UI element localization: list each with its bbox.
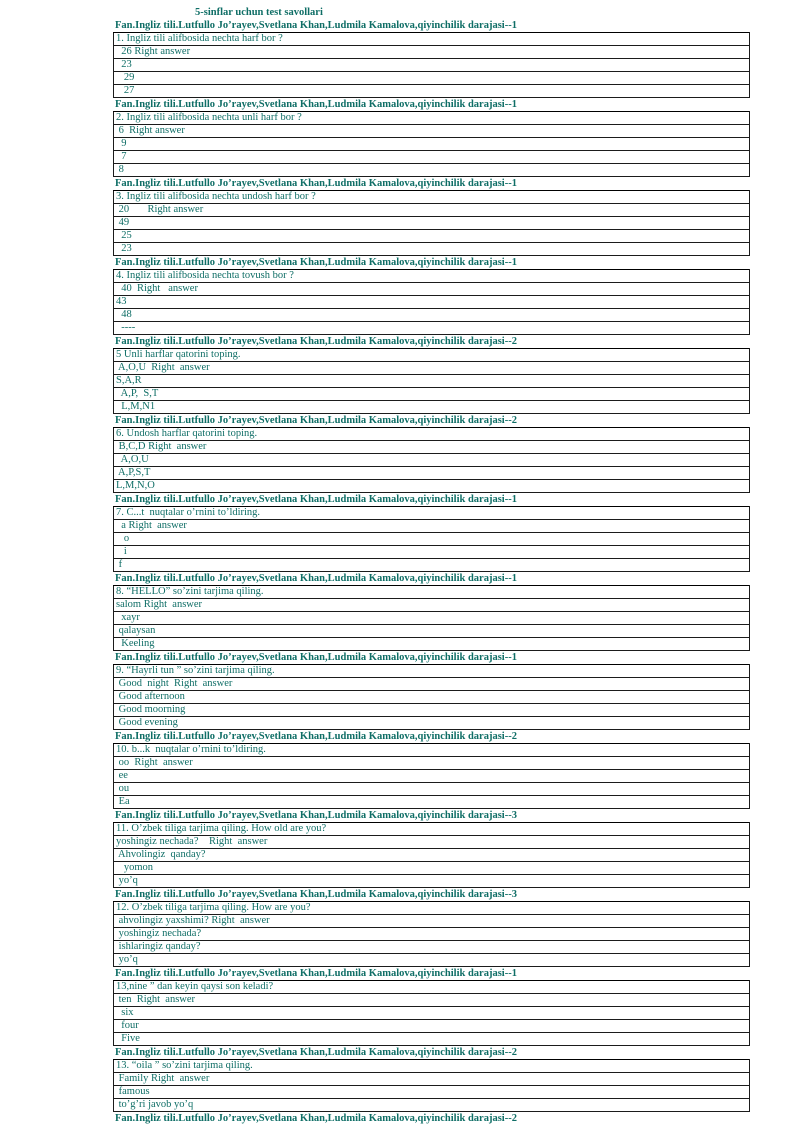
block-header: Fan.Ingliz tili.Lutfullo Jo’rayev,Svetlana Khan,Ludmila Kamalova,qiyinchilik darajasi--1 (115, 573, 517, 584)
question-row (114, 112, 750, 125)
answer-option: famous (114, 1086, 750, 1099)
question-row (114, 586, 750, 599)
answer-row (114, 783, 750, 796)
question-text: 11. O’zbek tiliga tarjima qiling. How old are you? (114, 823, 750, 836)
block-header: Fan.Ingliz tili.Lutfullo Jo’rayev,Svetlana Khan,Ludmila Kamalova,qiyinchilik darajasi--1 (115, 178, 517, 189)
answer-option: Family Right answer (114, 1073, 750, 1086)
answer-option: qalaysan (114, 625, 750, 638)
question-text: 8. “HELLO” so’zini tarjima qiling. (114, 586, 750, 599)
answer-option: 23 (114, 59, 750, 72)
answer-row (114, 230, 750, 243)
answer-option: 26 Right answer (114, 46, 750, 59)
answer-option: yo’q (114, 954, 750, 967)
answer-row (114, 928, 750, 941)
answer-row (114, 46, 750, 59)
answer-option: ishlaringiz qanday? (114, 941, 750, 954)
answer-row (114, 625, 750, 638)
answer-option: salom Right answer (114, 599, 750, 612)
question-row (114, 33, 750, 46)
answer-option: o (114, 533, 750, 546)
answer-row (114, 915, 750, 928)
question-table (113, 427, 750, 493)
answer-option: Good moorning (114, 704, 750, 717)
footer-block-header: Fan.Ingliz tili.Lutfullo Jo’rayev,Svetlana Khan,Ludmila Kamalova,qiyinchilik darajasi--2 (115, 1113, 517, 1124)
answer-option: 25 (114, 230, 750, 243)
block-header: Fan.Ingliz tili.Lutfullo Jo’rayev,Svetlana Khan,Ludmila Kamalova,qiyinchilik darajasi--1 (115, 494, 517, 505)
answer-row (114, 849, 750, 862)
question-row (114, 823, 750, 836)
answer-row (114, 217, 750, 230)
answer-option: Good afternoon (114, 691, 750, 704)
answer-option: 23 (114, 243, 750, 256)
answer-option: ou (114, 783, 750, 796)
answer-row (114, 138, 750, 151)
answer-option: 8 (114, 164, 750, 177)
question-list (113, 19, 750, 1112)
answer-row (114, 59, 750, 72)
answer-option: A,P,S,T (114, 467, 750, 480)
answer-option: 29 (114, 72, 750, 85)
answer-option: Five (114, 1033, 750, 1046)
question-row (114, 1060, 750, 1073)
question-text: 7. C...t nuqtalar o’rnini to’ldiring. (114, 507, 750, 520)
answer-row (114, 757, 750, 770)
question-table (113, 1059, 750, 1112)
answer-row (114, 467, 750, 480)
answer-row (114, 362, 750, 375)
answer-row (114, 204, 750, 217)
answer-option: ee (114, 770, 750, 783)
answer-row (114, 401, 750, 414)
question-row (114, 270, 750, 283)
question-row (114, 349, 750, 362)
answer-option: xayr (114, 612, 750, 625)
answer-row (114, 1099, 750, 1112)
answer-option: L,M,N,O (114, 480, 750, 493)
block-header: Fan.Ingliz tili.Lutfullo Jo’rayev,Svetlana Khan,Ludmila Kamalova,qiyinchilik darajasi--1 (115, 257, 517, 268)
answer-option: Ea (114, 796, 750, 809)
answer-row (114, 1073, 750, 1086)
block-header: Fan.Ingliz tili.Lutfullo Jo’rayev,Svetlana Khan,Ludmila Kamalova,qiyinchilik darajasi--1 (115, 652, 517, 663)
question-text: 9. “Hayrli tun ” so’zini tarjima qiling. (114, 665, 750, 678)
question-table (113, 111, 750, 177)
answer-option: oo Right answer (114, 757, 750, 770)
question-table (113, 901, 750, 967)
answer-row (114, 941, 750, 954)
answer-option: 43 (114, 296, 750, 309)
answer-row (114, 1020, 750, 1033)
answer-row (114, 388, 750, 401)
answer-row (114, 1086, 750, 1099)
answer-row (114, 480, 750, 493)
answer-option: S,A,R (114, 375, 750, 388)
answer-row (114, 546, 750, 559)
question-text: 6. Undosh harflar qatorini toping. (114, 428, 750, 441)
document-page (113, 6, 750, 1125)
answer-option: L,M,N1 (114, 401, 750, 414)
answer-row (114, 533, 750, 546)
question-table (113, 348, 750, 414)
document-title: 5-sinflar uchun test savollari (195, 7, 323, 18)
block-header: Fan.Ingliz tili.Lutfullo Jo’rayev,Svetlana Khan,Ludmila Kamalova,qiyinchilik darajasi--3 (115, 889, 517, 900)
answer-row (114, 612, 750, 625)
answer-option: ahvolingiz yaxshimi? Right answer (114, 915, 750, 928)
block-header: Fan.Ingliz tili.Lutfullo Jo’rayev,Svetlana Khan,Ludmila Kamalova,qiyinchilik darajasi--3 (115, 810, 517, 821)
question-text: 12. O’zbek tiliga tarjima qiling. How are you? (114, 902, 750, 915)
answer-option: ---- (114, 322, 750, 335)
answer-option: four (114, 1020, 750, 1033)
answer-option: yo’q (114, 875, 750, 888)
answer-option: yomon (114, 862, 750, 875)
answer-row (114, 704, 750, 717)
answer-option: Good night Right answer (114, 678, 750, 691)
question-row (114, 191, 750, 204)
answer-option: 6 Right answer (114, 125, 750, 138)
answer-option: Good evening (114, 717, 750, 730)
answer-option: Keeling (114, 638, 750, 651)
answer-option: ten Right answer (114, 994, 750, 1007)
answer-option: six (114, 1007, 750, 1020)
question-table (113, 822, 750, 888)
answer-option: 49 (114, 217, 750, 230)
answer-option: A,P, S,T (114, 388, 750, 401)
answer-row (114, 151, 750, 164)
answer-row (114, 875, 750, 888)
answer-row (114, 717, 750, 730)
block-header: Fan.Ingliz tili.Lutfullo Jo’rayev,Svetlana Khan,Ludmila Kamalova,qiyinchilik darajasi--1 (115, 20, 517, 31)
question-table (113, 585, 750, 651)
answer-row (114, 520, 750, 533)
question-table (113, 269, 750, 335)
answer-row (114, 691, 750, 704)
answer-row (114, 85, 750, 98)
answer-option: A,O,U Right answer (114, 362, 750, 375)
answer-option: 40 Right answer (114, 283, 750, 296)
answer-row (114, 283, 750, 296)
question-table (113, 980, 750, 1046)
question-row (114, 665, 750, 678)
answer-option: Ahvolingiz qanday? (114, 849, 750, 862)
answer-row (114, 1033, 750, 1046)
block-header: Fan.Ingliz tili.Lutfullo Jo’rayev,Svetlana Khan,Ludmila Kamalova,qiyinchilik darajasi--2 (115, 336, 517, 347)
question-row (114, 981, 750, 994)
answer-option: f (114, 559, 750, 572)
answer-option: 27 (114, 85, 750, 98)
answer-row (114, 599, 750, 612)
answer-row (114, 836, 750, 849)
answer-option: 48 (114, 309, 750, 322)
question-row (114, 507, 750, 520)
answer-row (114, 770, 750, 783)
block-header: Fan.Ingliz tili.Lutfullo Jo’rayev,Svetlana Khan,Ludmila Kamalova,qiyinchilik darajasi--2 (115, 731, 517, 742)
answer-row (114, 243, 750, 256)
block-header: Fan.Ingliz tili.Lutfullo Jo’rayev,Svetlana Khan,Ludmila Kamalova,qiyinchilik darajasi--1 (115, 968, 517, 979)
answer-option: A,O,U (114, 454, 750, 467)
answer-row (114, 72, 750, 85)
question-text: 10. b...k nuqtalar o’rnini to’ldiring. (114, 744, 750, 757)
answer-row (114, 994, 750, 1007)
answer-option: to’g’ri javob yo’q (114, 1099, 750, 1112)
block-header: Fan.Ingliz tili.Lutfullo Jo’rayev,Svetlana Khan,Ludmila Kamalova,qiyinchilik darajasi--1 (115, 99, 517, 110)
answer-row (114, 125, 750, 138)
answer-row (114, 796, 750, 809)
question-text: 2. Ingliz tili alifbosida nechta unli harf bor ? (114, 112, 750, 125)
question-text: 3. Ingliz tili alifbosida nechta undosh harf bor ? (114, 191, 750, 204)
answer-row (114, 441, 750, 454)
answer-option: yoshingiz nechada? Right answer (114, 836, 750, 849)
block-header: Fan.Ingliz tili.Lutfullo Jo’rayev,Svetlana Khan,Ludmila Kamalova,qiyinchilik darajasi--2 (115, 1047, 517, 1058)
answer-option: 20 Right answer (114, 204, 750, 217)
answer-row (114, 309, 750, 322)
answer-row (114, 559, 750, 572)
question-table (113, 32, 750, 98)
answer-row (114, 296, 750, 309)
answer-row (114, 454, 750, 467)
answer-row (114, 862, 750, 875)
question-row (114, 744, 750, 757)
answer-row (114, 954, 750, 967)
answer-row (114, 1007, 750, 1020)
answer-option: a Right answer (114, 520, 750, 533)
answer-row (114, 678, 750, 691)
block-header: Fan.Ingliz tili.Lutfullo Jo’rayev,Svetlana Khan,Ludmila Kamalova,qiyinchilik darajasi--2 (115, 415, 517, 426)
question-text: 5 Unli harflar qatorini toping. (114, 349, 750, 362)
question-text: 13,nine ” dan keyin qaysi son keladi? (114, 981, 750, 994)
answer-row (114, 164, 750, 177)
question-text: 13. “oila ” so’zini tarjima qiling. (114, 1060, 750, 1073)
answer-option: yoshingiz nechada? (114, 928, 750, 941)
answer-row (114, 322, 750, 335)
answer-option: i (114, 546, 750, 559)
question-row (114, 428, 750, 441)
answer-option: 7 (114, 151, 750, 164)
question-text: 1. Ingliz tili alifbosida nechta harf bor ? (114, 33, 750, 46)
question-table (113, 664, 750, 730)
question-table (113, 506, 750, 572)
answer-row (114, 375, 750, 388)
question-row (114, 902, 750, 915)
answer-option: 9 (114, 138, 750, 151)
question-text: 4. Ingliz tili alifbosida nechta tovush bor ? (114, 270, 750, 283)
question-table (113, 190, 750, 256)
answer-option: B,C,D Right answer (114, 441, 750, 454)
answer-row (114, 638, 750, 651)
question-table (113, 743, 750, 809)
